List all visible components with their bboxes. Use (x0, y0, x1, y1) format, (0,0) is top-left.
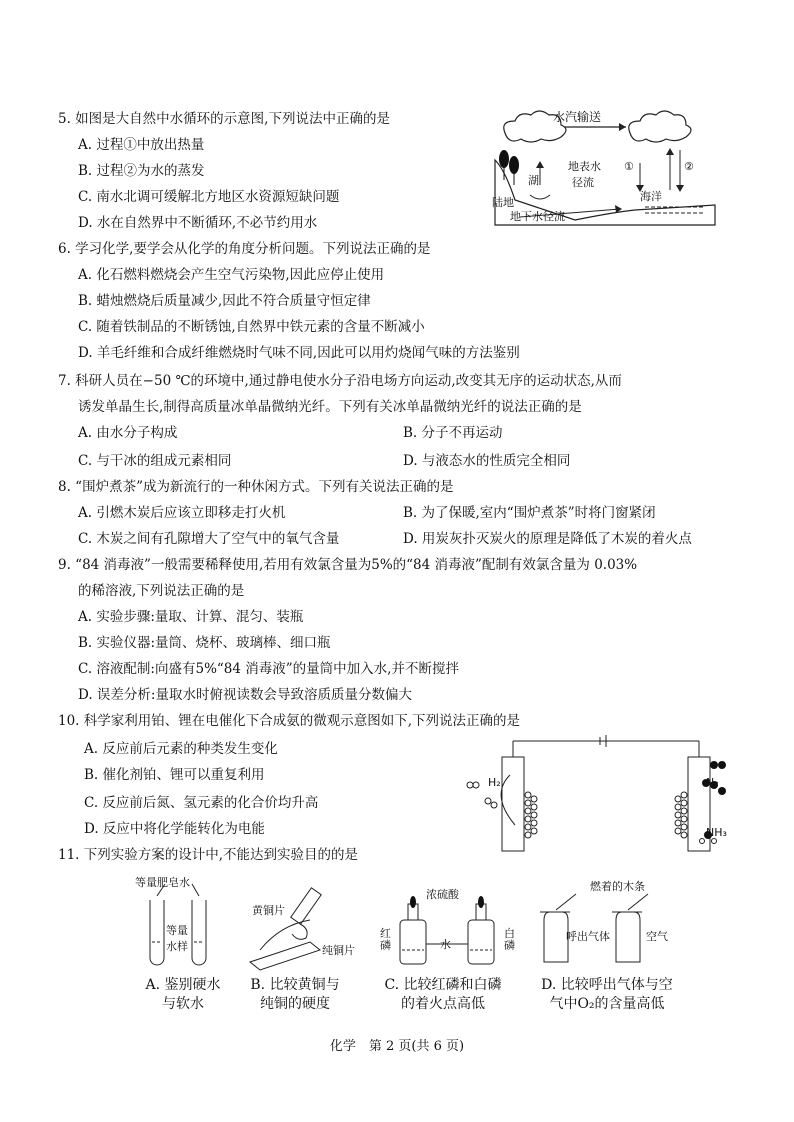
fig-label-surface: 地表水 (568, 160, 601, 173)
fig-label-ocean: 海洋 (640, 190, 662, 203)
fig-label-vapor: 水汽输送 (553, 110, 602, 124)
fig-label-runoff: 径流 (572, 176, 594, 189)
q6-option-b: B. 蜡烛燃烧后质量减少,因此不符合质量守恒定律 (78, 293, 371, 309)
q7-option-d: D. 与液态水的性质完全相同 (403, 453, 571, 469)
q9-option-a: A. 实验步骤:量取、计算、混匀、装瓶 (78, 609, 304, 625)
q11-caption-c (368, 976, 518, 1014)
page-footer: 化学 第 2 页(共 6 页) (329, 1039, 465, 1054)
q11-caption-b-line2: 纯铜的硬度 (260, 996, 330, 1012)
q9-stem-line2: 的稀溶液,下列说法正确的是 (78, 583, 245, 599)
q6-option-a: A. 化石燃料燃烧会产生空气污染物,因此应停止使用 (78, 267, 385, 283)
fig-c-acid: 浓硫酸 (426, 888, 459, 901)
q5-option-d: D. 水在自然界中不断循环,不必节约用水 (78, 215, 318, 231)
fig-label-h2: H₂ (488, 776, 501, 789)
fig-a-soap: 等量肥皂水 (135, 876, 190, 889)
q5-stem: 5. 如图是大自然中水循环的示意图,下列说法中正确的是 (58, 111, 390, 127)
fig-c-white-p: 白磷 (504, 927, 515, 952)
fig-label-process2: ② (684, 160, 694, 173)
q7-option-c: C. 与干冰的组成元素相同 (78, 453, 232, 469)
fig-label-groundwater: 地下水径流 (510, 210, 565, 223)
q11-caption-d (522, 976, 692, 1014)
q6-option-d: D. 羊毛纤维和合成纤维燃烧时气味不同,因此可以用灼烧闻气味的方法鉴别 (78, 345, 520, 361)
q7-option-a: A. 由水分子构成 (78, 425, 178, 441)
q9-option-b: B. 实验仪器:量筒、烧杯、玻璃棒、细口瓶 (78, 635, 331, 651)
fig-a-water: 水样 (166, 940, 188, 953)
q8-option-c: C. 木炭之间有孔隙增大了空气中的氧气含量 (78, 531, 340, 547)
fig-c-red-p: 红磷 (380, 927, 391, 952)
fig-b-brass: 黄铜片 (252, 904, 285, 917)
q5-option-c: C. 南水北调可缓解北方地区水资源短缺问题 (78, 189, 340, 205)
q9-option-d: D. 误差分析:量取水时俯视读数会导致溶质质量分数偏大 (78, 687, 412, 703)
q11-caption-c-line1: C. 比较红磷和白磷 (384, 977, 502, 993)
q11-caption-a-line2: 与软水 (162, 996, 204, 1012)
q10-option-b: B. 催化剂铂、锂可以重复利用 (84, 767, 265, 783)
fig-d-burning-text: 燃着的木条 (590, 880, 645, 893)
q11-stem: 11. 下列实验方案的设计中,不能达到实验目的的是 (58, 847, 359, 863)
q11-caption-c-line2: 的着火点高低 (401, 996, 485, 1012)
q9-stem-line1: 9. “84 消毒液”一般需要稀释使用,若用有效氯含量为5%的“84 消毒液”配制有效氯含量为 0.03% (58, 557, 638, 573)
ammonia-synthesis-diagram (440, 735, 730, 855)
q10-stem: 10. 科学家利用铂、锂在电催化下合成氨的微观示意图如下,下列说法正确的是 (58, 713, 521, 729)
fig-label-n2: N₂ (706, 776, 719, 789)
q7-stem-line1: 7. 科研人员在−50 ℃的环境中,通过静电使水分子沿电场方向运动,改变其无序的运动状态,从而 (58, 373, 622, 389)
q8-option-d: D. 用炭灰扑灭炭火的原理是降低了木炭的着火点 (403, 531, 692, 547)
q8-option-b: B. 为了保暖,室内“围炉煮茶”时将门窗紧闭 (403, 505, 656, 521)
fig-label-nh3: NH₃ (706, 826, 727, 839)
q5-option-b: B. 过程②为水的蒸发 (78, 163, 205, 179)
q11-figure-c-bottles (392, 890, 502, 970)
q5-option-a: A. 过程①中放出热量 (78, 137, 205, 153)
q11-caption-a-line1: A. 鉴别硬水 (145, 977, 221, 993)
q10-option-c: C. 反应前后氮、氢元素的化合价均升高 (84, 795, 319, 811)
fig-d-exhale: 呼出气体 (566, 930, 610, 943)
q11-caption-b-line1: B. 比较黄铜与 (250, 977, 340, 993)
q11-caption-d-line2: 气中O₂的含量高低 (549, 996, 665, 1012)
fig-c-water: 水 (440, 938, 451, 951)
q10-option-d: D. 反应中将化学能转化为电能 (84, 821, 265, 837)
fig-a-equal: 等量 (166, 924, 188, 937)
fig-label-land: 陆地 (492, 196, 514, 209)
q6-stem: 6. 学习化学,要学会从化学的角度分析问题。下列说法正确的是 (58, 241, 431, 257)
fig-d-air: 空气 (646, 930, 668, 943)
q11-caption-a (128, 976, 238, 1014)
fig-d-burning (590, 878, 645, 894)
q11-caption-d-line1: D. 比较呼出气体与空 (541, 977, 673, 993)
q11-caption-b (240, 976, 350, 1014)
q10-option-a: A. 反应前后元素的种类发生变化 (84, 741, 278, 757)
q6-option-c: C. 随着铁制品的不断锈蚀,自然界中铁元素的含量不断减小 (78, 319, 425, 335)
fig-label-lake: 湖 (528, 174, 539, 187)
q8-option-a: A. 引燃木炭后应该立即移走打火机 (78, 505, 286, 521)
fig-label-process1: ① (624, 160, 634, 173)
q7-stem-line2: 诱发单晶生长,制得高质量冰单晶微纳光纤。下列有关冰单晶微纳光纤的说法正确的是 (78, 399, 582, 415)
fig-b-copper: 纯铜片 (322, 944, 355, 957)
q7-option-b: B. 分子不再运动 (403, 425, 503, 441)
q9-option-c: C. 溶液配制:向盛有5%“84 消毒液”的量筒中加入水,并不断搅拌 (78, 661, 459, 677)
q8-stem: 8. “围炉煮茶”成为新流行的一种休闲方式。下列有关说法正确的是 (58, 479, 454, 495)
